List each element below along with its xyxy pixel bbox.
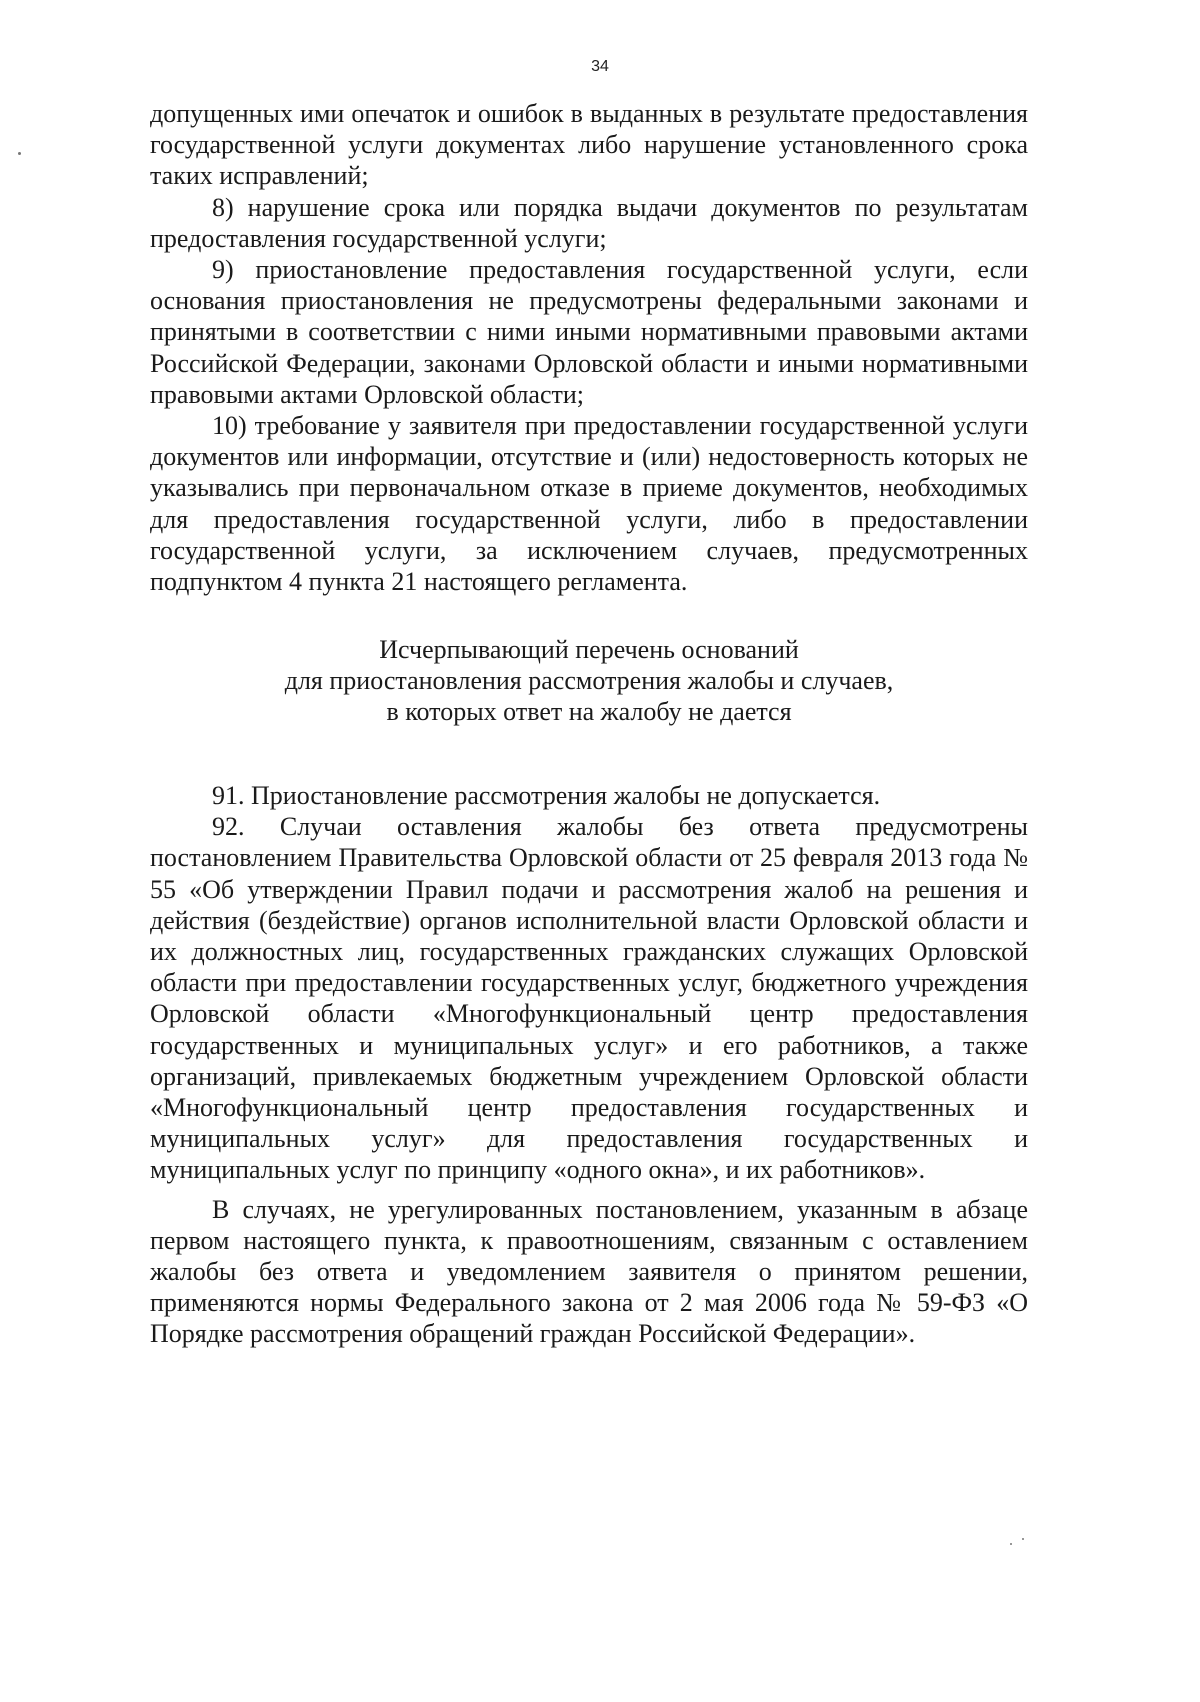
- section-heading-line-3: в которых ответ на жалобу не дается: [386, 697, 792, 727]
- scan-speck: [1010, 1543, 1012, 1545]
- section-heading-line-2: для приостановления рассмотрения жалобы и случаев,: [284, 666, 894, 696]
- scan-speck: [18, 152, 21, 155]
- section-heading-line-1: Исчерпывающий перечень оснований: [379, 635, 799, 664]
- paragraph-92-continuation: В случаях, не урегулированных постановлением, указанным в абзаце первом настоящего пункта, к правоотношениям, связанным с оставлением жалобы без ответа и уведомлением заявителя о принятом решении, применяются нормы Федерального закона от 2 мая 2006 года № 59-ФЗ «О Порядке рассмотрения обращений граждан Российской Федерации».: [150, 1194, 1028, 1349]
- paragraph-item-8: 8) нарушение срока или порядка выдачи документов по результатам предоставления государственной услуги;: [150, 192, 1028, 253]
- paragraph-continuation: допущенных ими опечаток и ошибок в выданных в результате предоставления государственной услуги документах либо нарушение установленного срока таких исправлений;: [150, 99, 1028, 191]
- scan-speck: [1022, 1538, 1024, 1540]
- paragraph-91: 91. Приостановление рассмотрения жалобы не допускается.: [212, 781, 881, 810]
- section-heading: [150, 634, 1028, 728]
- bottom-text-block: [150, 780, 1028, 1350]
- page-number: 34: [591, 58, 609, 75]
- paragraph-item-9: 9) приостановление предоставления государственной услуги, если основания приостановления не предусмотрены федеральными законами и принятыми в соответствии с ними иными нормативными правовыми актами Российской Федерации, законами Орловской области и иными нормативными правовыми актами Орловской области;: [150, 255, 1028, 409]
- paragraph-item-10: 10) требование у заявителя при предоставлении государственной услуги документов или информации, отсутствие и (или) недостоверность которых не указывались при первоначальном отказе в приеме документов, необходимых для предоставления государственной услуги, либо в предоставлении государственной услуги, за исключением случаев, предусмотренных подпунктом 4 пункта 21 настоящего регламента.: [150, 411, 1028, 597]
- paragraph-92: 92. Случаи оставления жалобы без ответа предусмотрены постановлением Правительства Орловской области от 25 февраля 2013 года № 55 «Об утверждении Правил подачи и рассмотрения жалоб на решения и действия (бездействие) органов исполнительной власти Орловской области и их должностных лиц, государственных гражданских служащих Орловской области при предоставлении государственных услуг, бюджетного учреждения Орловской области «Многофункциональный центр предоставления государственных и муниципальных услуг» и его работников, а также организаций, привлекаемых бюджетным учреждением Орловской области «Многофункциональный центр предоставления государственных и муниципальных услуг» для предоставления государственных и муниципальных услуг по принципу «одного окна», и их работников».: [150, 812, 1028, 1185]
- top-text-block: [150, 98, 1028, 597]
